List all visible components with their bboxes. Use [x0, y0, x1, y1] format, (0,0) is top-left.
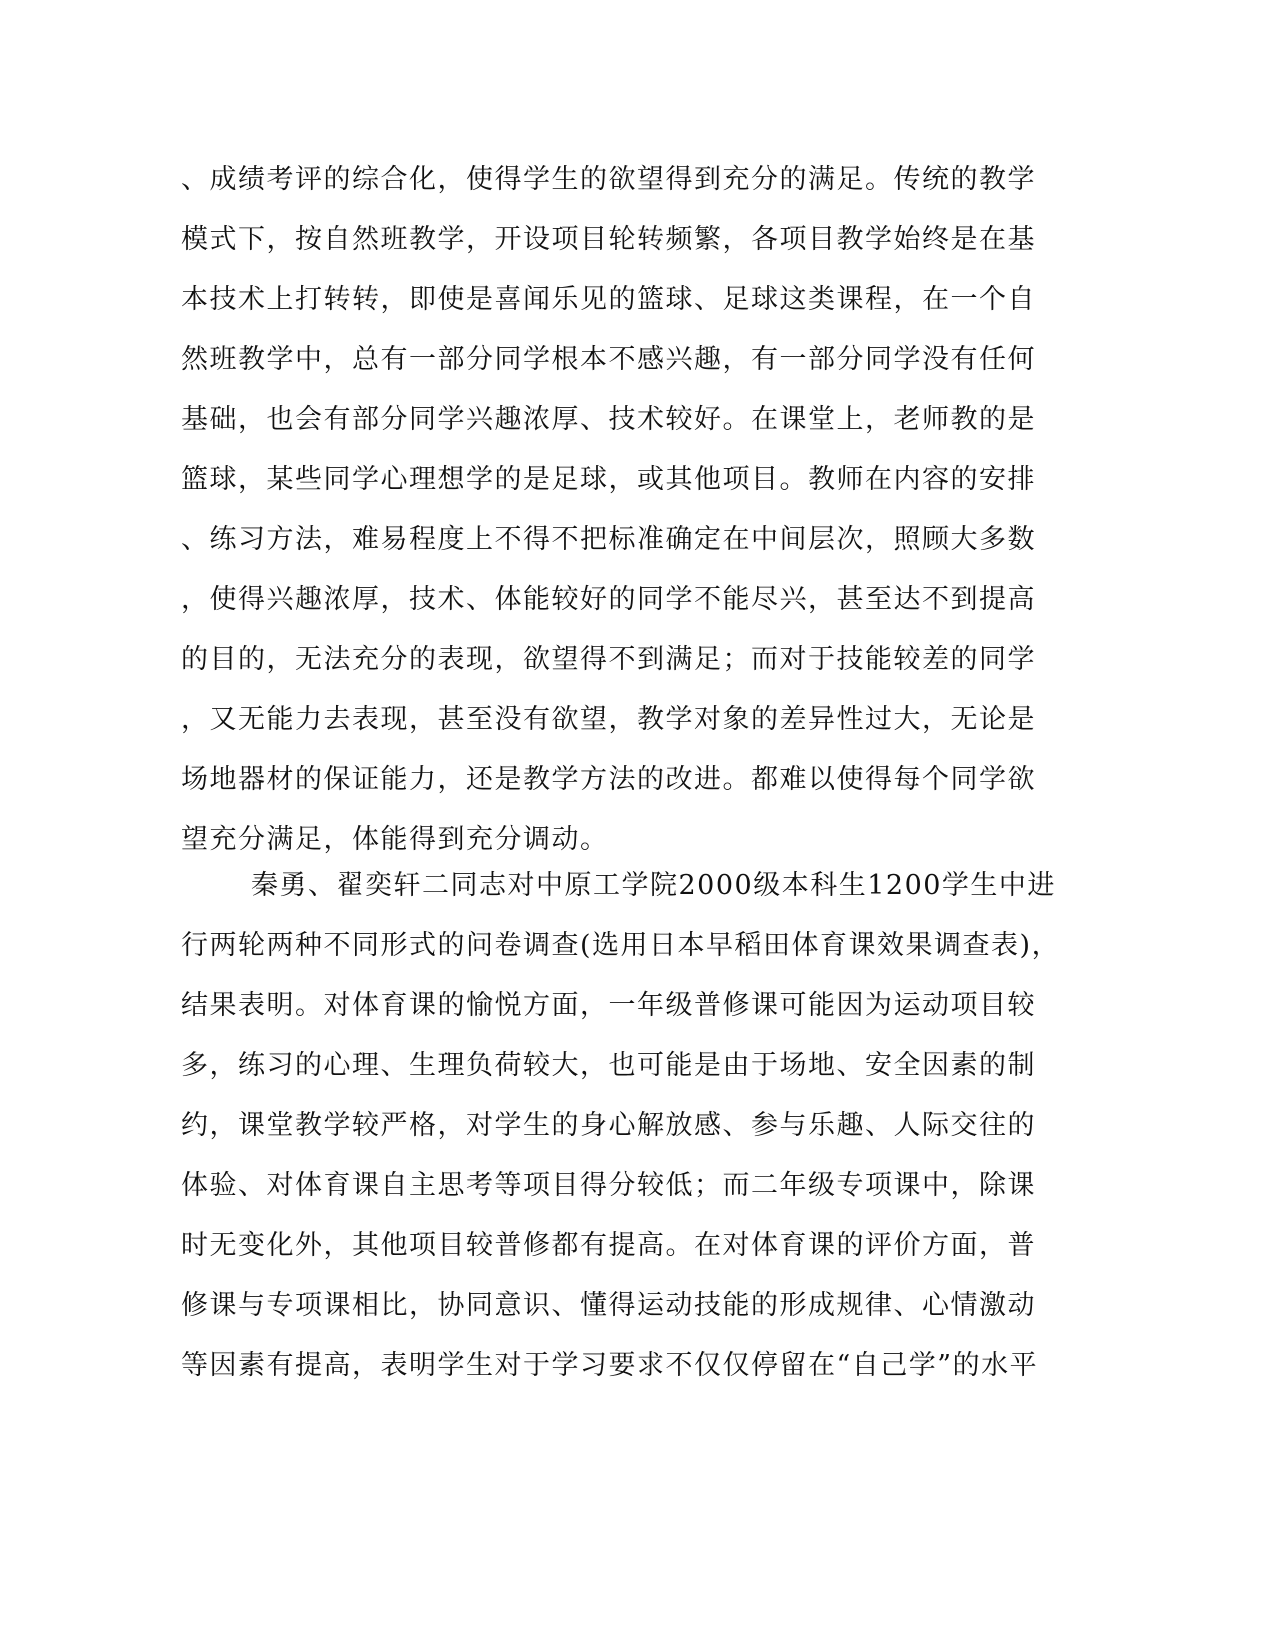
text-line-indented: 秦勇、翟奕轩二同志对中原工学院2000级本科生1200学生中进: [251, 870, 1056, 901]
text-line: 修课与专项课相比，协同意识、懂得运动技能的形成规律、心情激动: [181, 1290, 1036, 1321]
paragraph-2: [181, 856, 1096, 1396]
text-line: 时无变化外，其他项目较普修都有提高。在对体育课的评价方面，普: [181, 1230, 1036, 1261]
text-line: 、成绩考评的综合化，使得学生的欲望得到充分的满足。传统的教学: [181, 164, 1036, 195]
text-line: ，使得兴趣浓厚，技术、体能较好的同学不能尽兴，甚至达不到提高: [181, 584, 1036, 615]
text-line: 体验、对体育课自主思考等项目得分较低；而二年级专项课中，除课: [181, 1170, 1036, 1201]
text-line: 模式下，按自然班教学，开设项目轮转频繁，各项目教学始终是在基: [181, 224, 1036, 255]
paragraph-1: [181, 150, 1096, 870]
text-line: 本技术上打转转，即使是喜闻乐见的篮球、足球这类课程，在一个自: [181, 284, 1036, 315]
text-line: 场地器材的保证能力，还是教学方法的改进。都难以使得每个同学欲: [181, 764, 1036, 795]
text-line: 行两轮两种不同形式的问卷调查(选用日本早稻田体育课效果调查表)，: [181, 930, 1061, 961]
text-line: 的目的，无法充分的表现，欲望得不到满足；而对于技能较差的同学: [181, 644, 1036, 675]
text-line: 然班教学中，总有一部分同学根本不感兴趣，有一部分同学没有任何: [181, 344, 1036, 375]
text-line: ，又无能力去表现，甚至没有欲望，教学对象的差异性过大，无论是: [181, 704, 1036, 735]
text-line: 等因素有提高，表明学生对于学习要求不仅仅停留在“自己学”的水平: [181, 1350, 1039, 1381]
text-line: 篮球，某些同学心理想学的是足球，或其他项目。教师在内容的安排: [181, 464, 1036, 495]
text-line: 约，课堂教学较严格，对学生的身心解放感、参与乐趣、人际交往的: [181, 1110, 1036, 1141]
text-line: 多，练习的心理、生理负荷较大，也可能是由于场地、安全因素的制: [181, 1050, 1036, 1081]
text-line: 望充分满足，体能得到充分调动。: [181, 824, 609, 855]
text-line: 基础，也会有部分同学兴趣浓厚、技术较好。在课堂上，老师教的是: [181, 404, 1036, 435]
text-line: 结果表明。对体育课的愉悦方面，一年级普修课可能因为运动项目较: [181, 990, 1036, 1021]
text-line: 、练习方法，难易程度上不得不把标准确定在中间层次，照顾大多数: [181, 524, 1036, 555]
